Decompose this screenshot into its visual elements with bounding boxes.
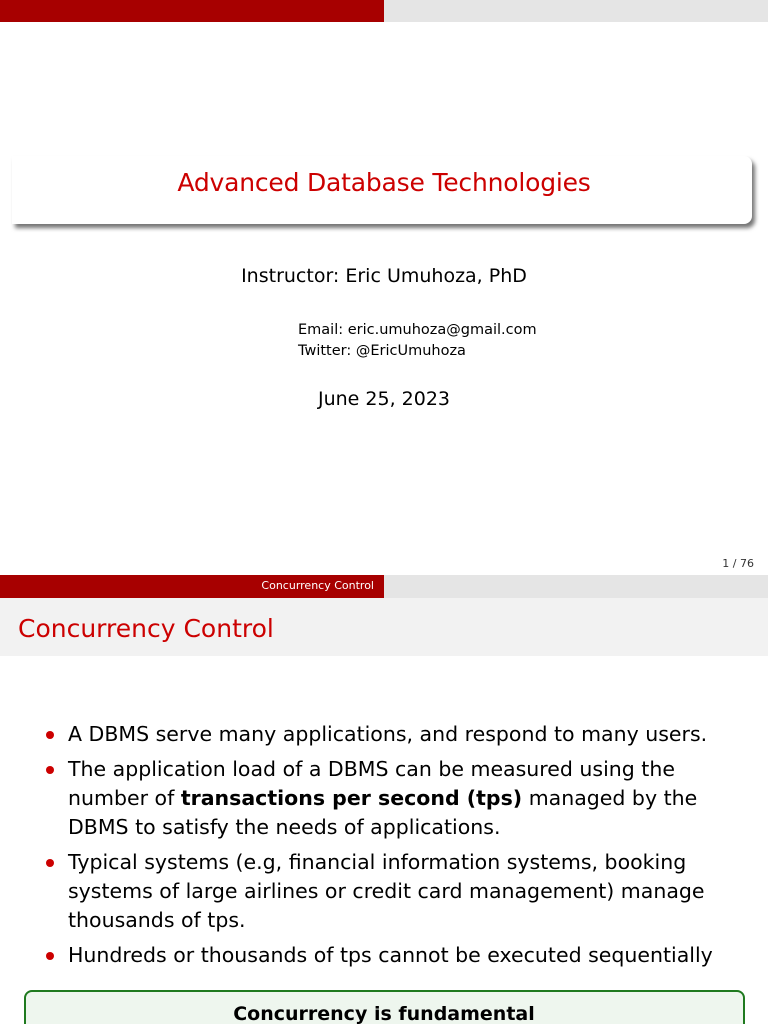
section-label: Concurrency Control xyxy=(261,579,374,592)
list-item: A DBMS serve many applications, and respond to many users. xyxy=(44,720,744,749)
bullet-dot-icon xyxy=(46,859,54,867)
section-header-bar-right xyxy=(384,575,768,598)
bullet-list xyxy=(44,720,744,976)
list-item: Typical systems (e.g, financial information systems, booking systems of large airlines or credit card management) manage thousands of tps. xyxy=(44,848,744,935)
bullet-dot-icon xyxy=(46,731,54,739)
bullet-dot-icon xyxy=(46,952,54,960)
page-number: 1 / 76 xyxy=(722,557,754,570)
slide1-title: Advanced Database Technologies xyxy=(177,168,591,197)
bold-term: transactions per second (tps) xyxy=(180,786,523,810)
slide2-title: Concurrency Control xyxy=(18,614,274,643)
slide1-top-bar-left xyxy=(0,0,384,22)
slide1-top-bar-right xyxy=(384,0,768,22)
list-item: Hundreds or thousands of tps cannot be executed sequentially xyxy=(44,941,744,970)
block-title: Concurrency is fundamental xyxy=(233,1003,535,1024)
twitter-line: Twitter: @EricUmuhoza xyxy=(298,343,466,359)
email-line: Email: eric.umuhoza@gmail.com xyxy=(298,322,537,338)
section-header-bar xyxy=(0,575,384,598)
instructor-line: Instructor: Eric Umuhoza, PhD xyxy=(241,265,527,287)
list-item: The application load of a DBMS can be measured using the number of transactions per second (tps) managed by the DBMS to satisfy the needs of applications. xyxy=(44,755,744,842)
contact-info xyxy=(298,320,537,362)
presentation-date: June 25, 2023 xyxy=(317,388,451,410)
bullet-dot-icon xyxy=(46,766,54,774)
